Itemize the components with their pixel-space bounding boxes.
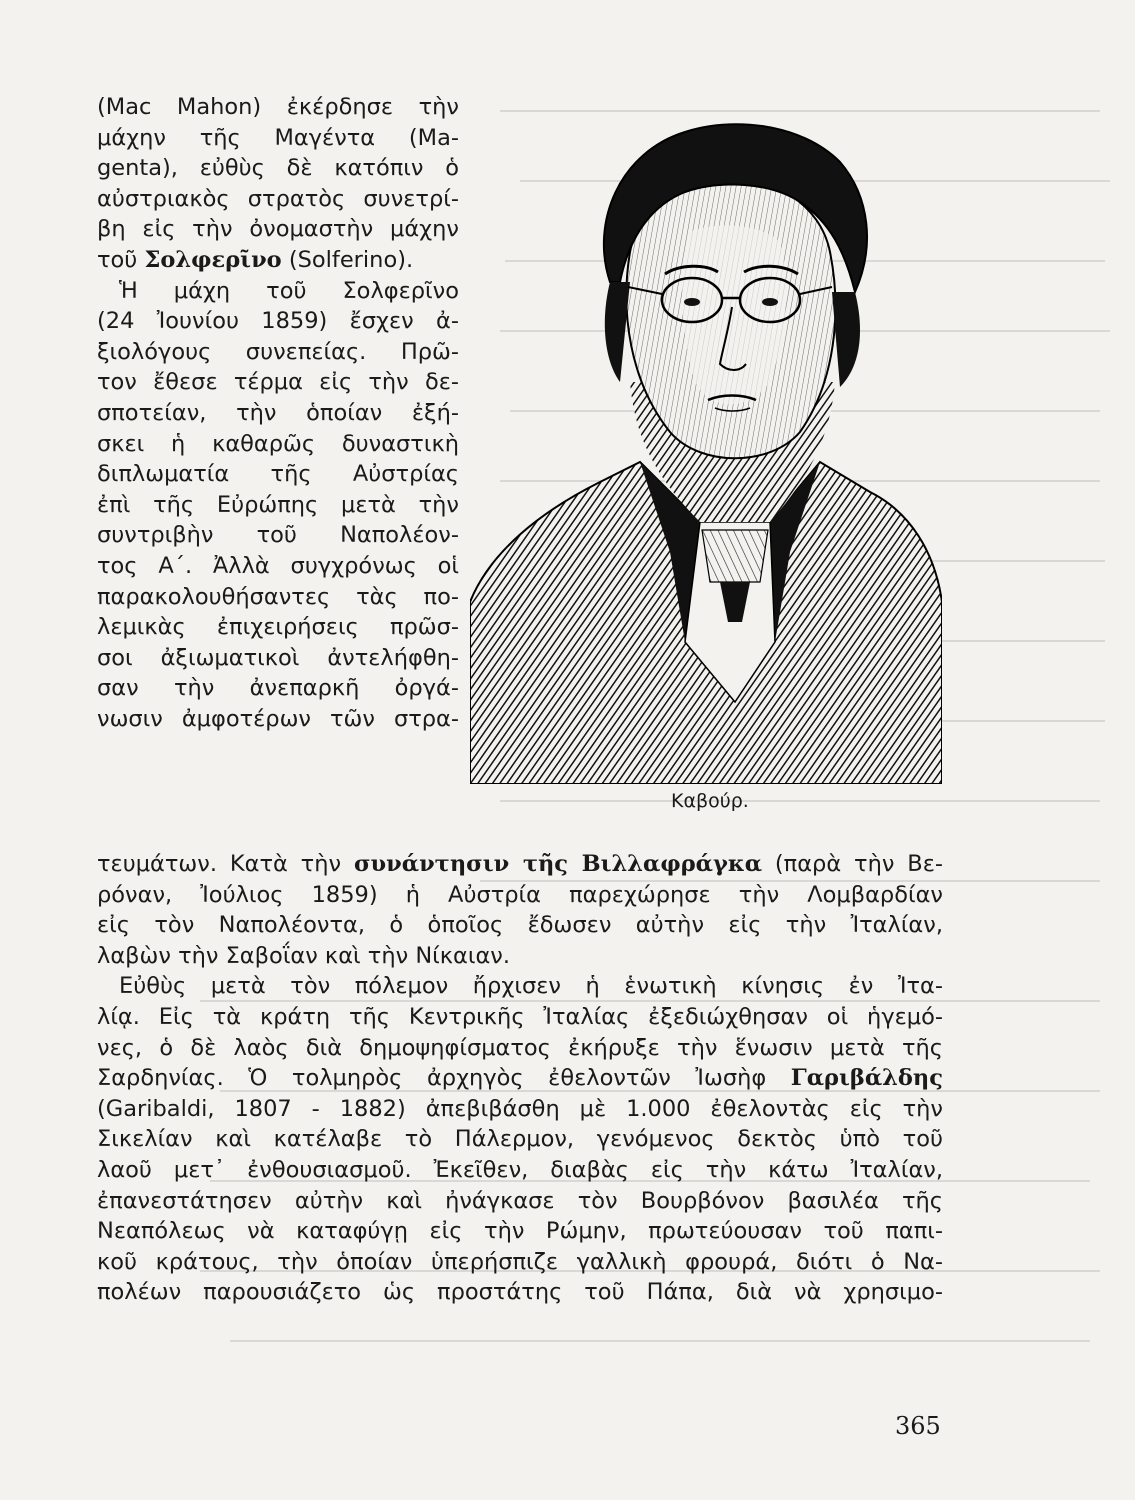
text-line: Ἡ μάχη τοῦ Σολφερῖνο [119, 277, 459, 304]
text-line: σοι ἀξιωματικοὶ ἀντελήφθη- [97, 644, 459, 671]
text-line: σκει ἡ καθαρῶς δυναστικὴ [97, 430, 459, 457]
left-column-text [97, 92, 459, 734]
text-line: πολέων παρουσιάζετο ὡς προστάτης τοῦ Πάπα, διὰ νὰ χρησιμο- [97, 1279, 943, 1306]
bold-term-solferino: Σολφερῖνο [144, 246, 282, 273]
text-line: λαοῦ μετ᾽ ἐνθουσιασμοῦ. Ἐκεῖθεν, διαβὰς εἰς τὴν κάτω Ἰταλίαν, [97, 1156, 943, 1183]
cavour-portrait-engraving [470, 82, 942, 784]
text-line: τον ἔθεσε τέρμα εἰς τὴν δε- [97, 369, 459, 396]
text-line: κοῦ κράτους, τὴν ὁποίαν ὑπερήσπιζε γαλλικὴ φρουρά, διότι ὁ Να- [97, 1248, 943, 1275]
text-line: (Garibaldi, 1807 - 1882) ἀπεβιβάσθη μὲ 1.000 ἐθελοντὰς εἰς τὴν [97, 1095, 943, 1122]
text-line: λαβὼν τὴν Σαβοΐαν καὶ τὴν Νίκαιαν. [97, 942, 511, 969]
text-line: νωσιν ἀμφοτέρων τῶν στρα- [97, 705, 459, 732]
portrait-caption: Καβούρ. [671, 790, 749, 812]
text-line: αὐστριακὸς στρατὸς συνετρί- [97, 185, 459, 212]
bold-term-villafranca: συνάντησιν τῆς Βιλλαφράγκα [353, 851, 763, 877]
text-line: ἐπανεστάτησεν αὐτὴν καὶ ἠνάγκασε τὸν Βουρβόνον βασιλέα τῆς [97, 1187, 943, 1214]
text-line: νες, ὁ δὲ λαὸς διὰ δημοψηφίσματος ἐκήρυξε τὴν ἕνωσιν μετὰ τῆς [97, 1034, 943, 1061]
text-line: συντριβὴν τοῦ Ναπολέον- [97, 522, 459, 549]
text-line: genta), εὐθὺς δὲ κατόπιν ὁ [97, 155, 459, 182]
text-line: Νεαπόλεως νὰ καταφύγῃ εἰς τὴν Ρώμην, πρωτεύουσαν τοῦ παπι- [97, 1218, 943, 1245]
text-line-garibaldi: Σαρδηνίας. Ὁ τολμηρὸς ἀρχηγὸς ἐθελοντῶν Ἰωσὴφ Γαριβάλδης [97, 1065, 943, 1092]
full-width-text [97, 849, 943, 1308]
text-line-villafranca: τευμάτων. Κατὰ τὴν συνάντησιν τῆς Βιλλαφράγκα (παρὰ τὴν Βε- [97, 851, 943, 877]
text-line: διπλωματία τῆς Αὐστρίας [97, 461, 459, 488]
text-line: τος Α΄. Ἀλλὰ συγχρόνως οἱ [97, 552, 459, 579]
text-line: σποτείαν, τὴν ὁποίαν ἐξή- [97, 399, 459, 426]
text-line-solferino: τοῦ Σολφερῖνο (Solferino). [97, 246, 414, 273]
text-line: εἰς τὸν Ναπολέοντα, ὁ ὁποῖος ἔδωσεν αὐτὴν εἰς τὴν Ἰταλίαν, [97, 912, 943, 939]
text-line: (Mac Mahon) ἐκέρδησε τὴν [97, 94, 459, 120]
text-line: ρόναν, Ἰούλιος 1859) ἡ Αὐστρία παρεχώρησε τὴν Λομβαρδίαν [97, 881, 943, 908]
text-line: λίᾳ. Εἰς τὰ κράτη τῆς Κεντρικῆς Ἰταλίας ἐξεδιώχθησαν οἱ ἡγεμό- [97, 1003, 943, 1030]
text-line: ξιολόγους συνεπείας. Πρῶ- [97, 338, 459, 365]
text-line: (24 Ἰουνίου 1859) ἔσχεν ἀ- [97, 308, 459, 335]
page-number: 365 [895, 1412, 941, 1440]
text-line: βη εἰς τὴν ὀνομαστὴν μάχην [97, 216, 459, 243]
text-line: λεμικὰς ἐπιχειρήσεις πρῶσ- [97, 614, 459, 641]
bold-term-garibaldi: Γαριβάλδης [790, 1065, 943, 1092]
text-line: παρακολουθήσαντες τὰς πο- [97, 583, 459, 610]
text-line: σαν τὴν ἀνεπαρκῆ ὀργά- [97, 675, 459, 702]
text-line: Εὐθὺς μετὰ τὸν πόλεμον ἤρχισεν ἡ ἑνωτικὴ κίνησις ἐν Ἰτα- [119, 973, 943, 1000]
text-line: Σικελίαν καὶ κατέλαβε τὸ Πάλερμον, γενόμενος δεκτὸς ὑπὸ τοῦ [97, 1126, 943, 1153]
text-line: ἐπὶ τῆς Εὐρώπης μετὰ τὴν [97, 491, 459, 518]
text-line: μάχην τῆς Μαγέντα (Ma- [97, 124, 459, 151]
